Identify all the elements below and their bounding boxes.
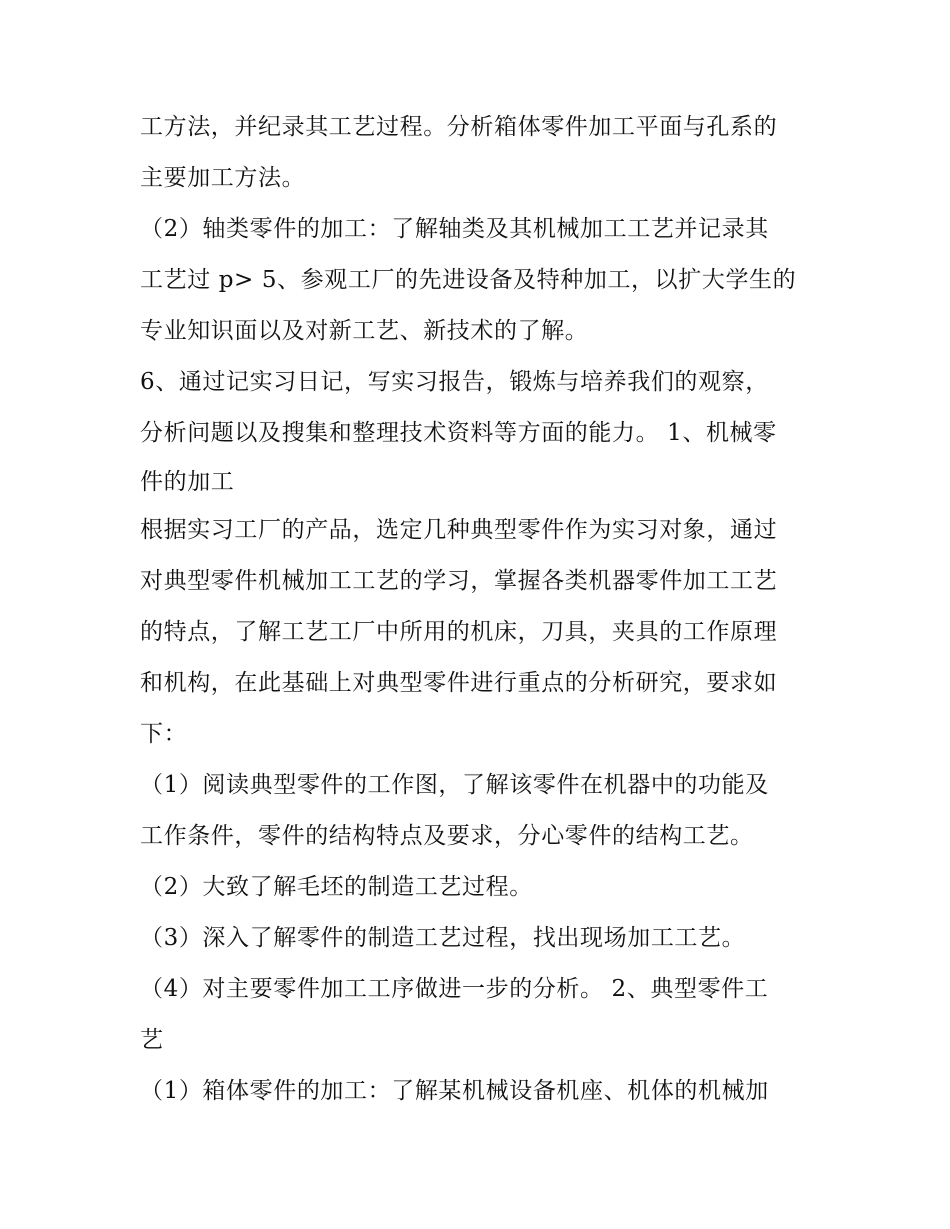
text-line: （4）对主要零件加工工序做进一步的分析。 2、典型零件工 <box>140 976 769 1002</box>
text-line: （2）大致了解毛坯的制造工艺过程。 <box>140 874 533 900</box>
text-line: （2）轴类零件的加工：了解轴类及其机械加工工艺并记录其 <box>140 216 769 242</box>
text-line: （1）阅读典型零件的工作图，了解该零件在机器中的功能及 <box>140 772 769 798</box>
text-line: 主要加工方法。 <box>140 165 306 191</box>
text-line: 6、通过记实习日记，写实习报告，锻炼与培养我们的观察， <box>140 369 769 395</box>
text-line: 和机构，在此基础上对典型零件进行重点的分析研究，要求如 <box>140 670 778 696</box>
body-text <box>140 102 820 1117</box>
text-line: 艺 <box>140 1027 164 1053</box>
text-line: 工方法，并纪录其工艺过程。分析箱体零件加工平面与孔系的 <box>140 114 778 140</box>
text-line: 专业知识面以及对新工艺、新技术的了解。 <box>140 318 589 344</box>
text-line: 下： <box>140 721 188 747</box>
text-line: 的特点，了解工艺工厂中所用的机床，刀具，夹具的工作原理 <box>140 619 778 645</box>
text-line: 对典型零件机械加工工艺的学习，掌握各类机器零件加工工艺 <box>140 568 778 594</box>
text-line: 工作条件，零件的结构特点及要求，分心零件的结构工艺。 <box>140 823 754 849</box>
text-line: 件的加工 <box>140 469 235 495</box>
text-line: （1）箱体零件的加工：了解某机械设备机座、机体的机械加 <box>140 1078 769 1104</box>
text-line: 分析问题以及搜集和整理技术资料等方面的能力。 1、机械零 <box>140 420 777 446</box>
text-line: 根据实习工厂的产品，选定几种典型零件作为实习对象，通过 <box>140 517 778 543</box>
text-line: 工艺过 p> 5、参观工厂的先进设备及特种加工，以扩大学生的 <box>140 267 797 293</box>
text-line: （3）深入了解零件的制造工艺过程，找出现场加工工艺。 <box>140 925 746 951</box>
